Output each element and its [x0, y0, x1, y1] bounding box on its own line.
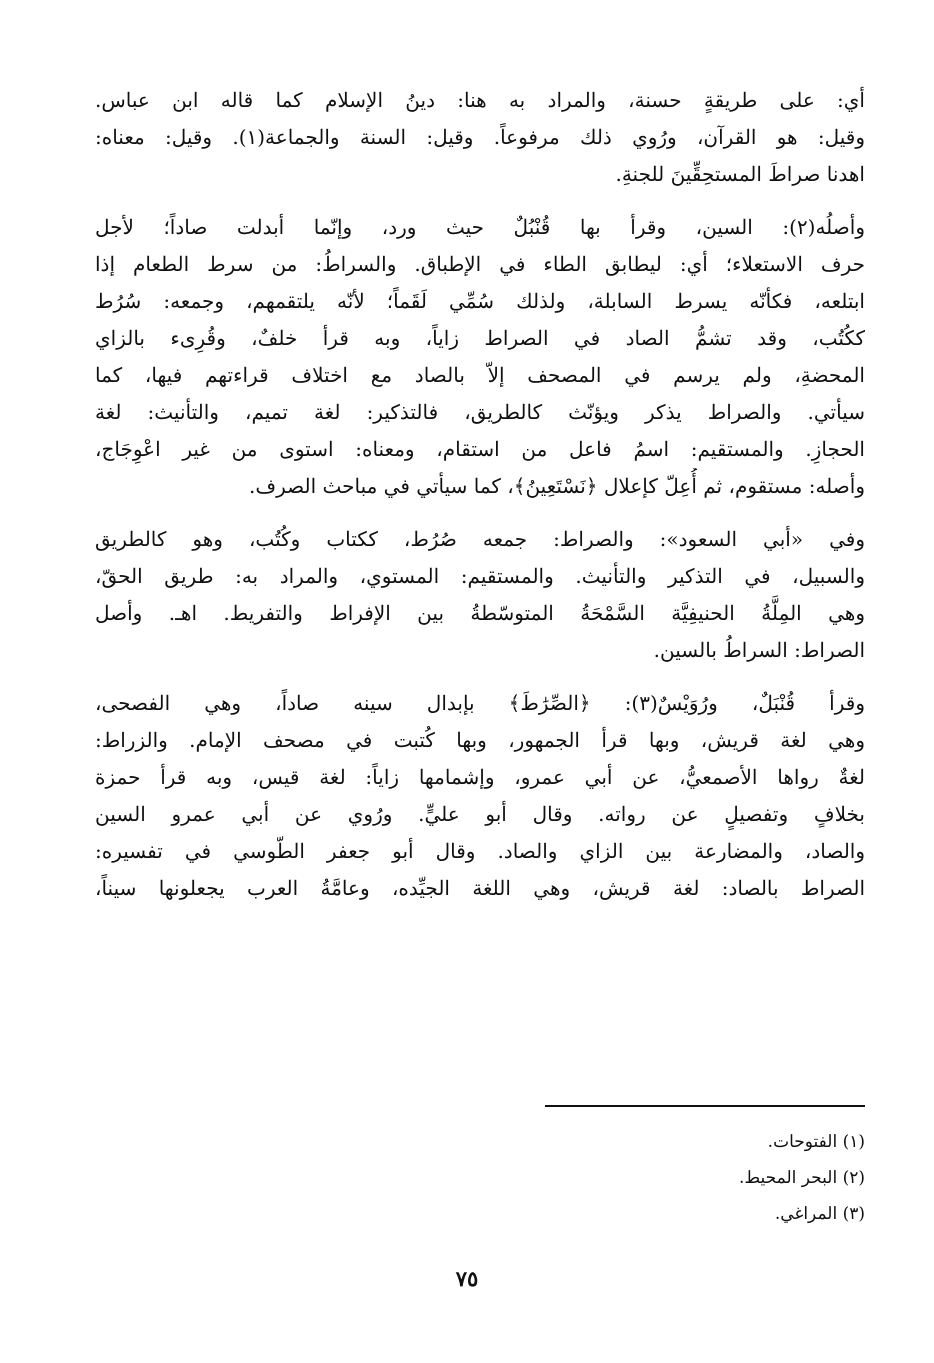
footnote: (٢) البحر المحيط.: [739, 1168, 865, 1188]
page-number: ٧٥: [455, 1266, 479, 1291]
text-line: وقرأ قُنْبَلٌ، ورُوَيْسٌ(٣): ﴿الصِّرَٰطَ﴾ بإبدال سينه صاداً، وهي الفصحى،: [95, 691, 865, 715]
paragraph: [95, 82, 865, 193]
text-line: ككُتُب، وقد تشمُّ الصاد في الصراط زاياً، وبه قرأ خلفٌ، وقُرِىء بالزاي: [95, 326, 865, 350]
text-line: والسبيل، في التذكير والتأنيث. والمستقيم: المستوي، والمراد به: طريق الحقّ،: [95, 564, 865, 588]
text-line: الحجازِ. والمستقيم: اسمُ فاعل من استقام، ومعناه: استوى من غير اعْوِجَاج،: [95, 437, 865, 461]
text-line: أي: على طريقةٍ حسنة، والمراد به هنا: دينُ الإسلام كما قاله ابن عباس.: [95, 88, 865, 112]
text-line: وهي لغة قريش، وبها قرأ الجمهور، وبها كُتبت في مصحف الإمام. والزراط:: [95, 728, 865, 752]
footnote: (٣) المراغي.: [774, 1204, 865, 1224]
footnote: (١) الفتوحات.: [767, 1132, 865, 1152]
text-line: المحضةِ، ولم يرسم في المصحف إلاّ بالصاد مع اختلاف قراءتهم فيها، كما: [95, 363, 865, 387]
text-line: حرف الاستعلاء؛ أي: ليطابق الطاء في الإطباق. والسراطُ: من سرط الطعام إذا: [95, 252, 865, 276]
text-line: والصاد، والمضارعة بين الزاي والصاد. وقال أبو جعفر الطّوسي في تفسيره:: [95, 839, 865, 863]
text-line: بخلافٍ وتفصيلٍ عن رواته. وقال أبو عليٍّ. ورُوي عن أبي عمرو السين: [95, 802, 865, 826]
main-text: [95, 82, 865, 923]
text-line: الصراط بالصاد: لغة قريش، وهي اللغة الجيِّده، وعامَّةُ العرب يجعلونها سيناً،: [95, 876, 865, 900]
paragraph: [95, 521, 865, 669]
text-line: ابتلعه، فكأنّه يسرط السابلة، ولذلك سُمِّي لَقَماً؛ لأنّه يلتقمهم، وجمعه: سُرُط: [95, 289, 865, 313]
paragraph: [95, 209, 865, 505]
text-line: وفي «أبي السعود»: والصراط: جمعه صُرُط، ككتاب وكُتُب، وهو كالطريق: [95, 527, 865, 551]
text-line: الصراط: السراطُ بالسين.: [653, 638, 865, 662]
text-line: وهي المِلَّةُ الحنيفِيَّة السَّمْحَةُ المتوسّطةُ بين الإفراط والتفريط. اهـ. وأصل: [95, 601, 865, 625]
footnotes: [545, 1124, 865, 1232]
text-line: وأصلُه(٢): السين، وقرأ بها قُنْبُلٌ حيث ورد، وإنّما أبدلت صاداً؛ لأجل: [95, 215, 865, 239]
text-line: وقيل: هو القرآن، ورُوي ذلك مرفوعاً. وقيل: السنة والجماعة(١). وقيل: معناه:: [95, 125, 865, 149]
text-line: اهدنا صراطَ المستحِقِّينَ للجنةِ.: [615, 162, 865, 186]
paragraph: [95, 685, 865, 907]
text-line: لغةٌ رواها الأصمعيُّ، عن أبي عمرو، وإشمامها زاياً: لغة قيس، وبه قرأ حمزة: [95, 765, 865, 789]
text-line: سيأتي. والصراط يذكر ويؤنّث كالطريق، فالتذكير: لغة تميم، والتأنيث: لغة: [95, 400, 865, 424]
text-line: وأصله: مستقوم، ثم أُعِلّ كإعلال ﴿نَسْتَعِينُ﴾، كما سيأتي في مباحث الصرف.: [249, 474, 865, 498]
footnote-separator: [545, 1105, 865, 1107]
